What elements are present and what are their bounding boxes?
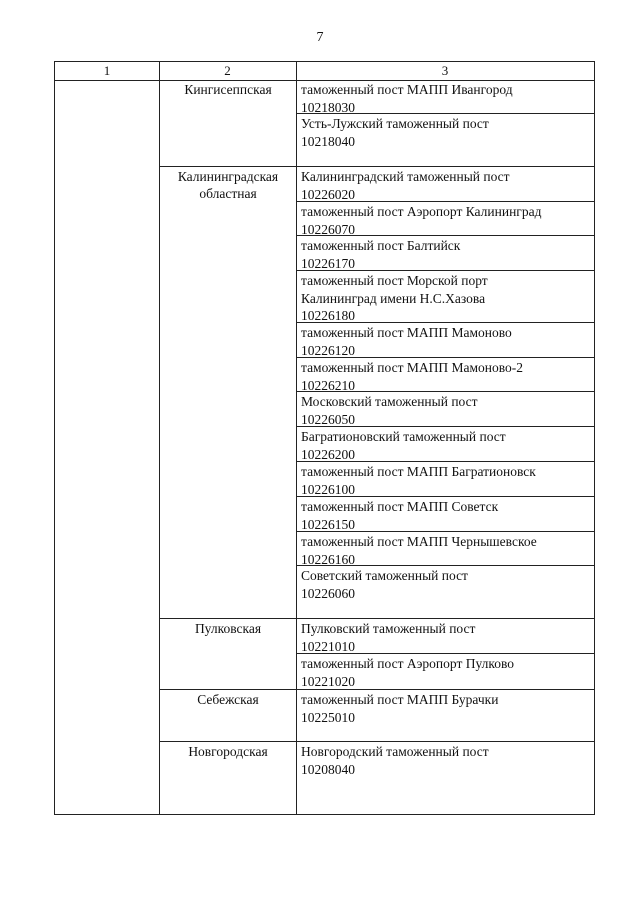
region-divider	[159, 618, 594, 619]
post-divider	[296, 235, 594, 236]
customs-post	[301, 691, 593, 726]
post-divider	[296, 531, 594, 532]
post-divider	[296, 565, 594, 566]
customs-post-name: Советский таможенный пост	[301, 568, 468, 583]
page-number: 7	[316, 30, 324, 45]
region-name-line: Кингисеппская	[184, 82, 272, 97]
customs-post-name: Новгородский таможенный пост	[301, 744, 489, 759]
region-name-line: Новгородская	[188, 744, 268, 759]
region-name-line: областная	[199, 186, 257, 201]
customs-post	[301, 168, 593, 203]
post-divider	[296, 270, 594, 271]
header-col-1: 1	[103, 63, 111, 78]
header-col-3: 3	[441, 63, 449, 78]
customs-post-code: 10218040	[301, 133, 355, 149]
customs-post-name: таможенный пост МАПП Бурачки	[301, 692, 499, 707]
customs-post-code: 10221020	[301, 673, 355, 689]
customs-post	[301, 237, 593, 272]
customs-post	[301, 324, 593, 359]
customs-post-code: 10218030	[301, 99, 355, 115]
customs-post-name: таможенный пост МАПП Мамоново	[301, 325, 512, 340]
region-divider	[159, 689, 594, 690]
customs-post-name: Калининград имени Н.С.Хазова	[301, 290, 486, 306]
customs-post-code: 10208040	[301, 761, 355, 777]
customs-post-name: таможенный пост Морской порт	[301, 273, 488, 288]
region-divider	[159, 166, 594, 167]
customs-post-name: таможенный пост МАПП Багратионовск	[301, 464, 536, 479]
customs-post-code: 10226060	[301, 585, 355, 601]
customs-post	[301, 359, 593, 394]
customs-post-name: таможенный пост Аэропорт Калининград	[301, 204, 542, 219]
customs-post	[301, 203, 593, 238]
customs-post	[301, 81, 593, 116]
customs-post	[301, 272, 593, 325]
customs-post-name: Пулковский таможенный пост	[301, 621, 476, 636]
customs-post-name: таможенный пост МАПП Чернышевское	[301, 534, 537, 549]
region-divider	[159, 741, 594, 742]
customs-post	[301, 463, 593, 498]
region-name-line: Калининградская	[177, 169, 279, 184]
region-name	[159, 691, 297, 708]
post-divider	[296, 113, 594, 114]
customs-post-code: 10226150	[301, 516, 355, 532]
customs-post-name: таможенный пост Балтийск	[301, 238, 461, 253]
customs-post-name: таможенный пост Аэропорт Пулково	[301, 656, 515, 671]
region-name-line: Себежская	[197, 692, 259, 707]
customs-post	[301, 393, 593, 428]
customs-post	[301, 428, 593, 463]
customs-post-code: 10225010	[301, 709, 355, 725]
customs-posts-table	[54, 61, 595, 815]
customs-post-code: 10226020	[301, 186, 355, 202]
customs-post-name: Московский таможенный пост	[301, 394, 478, 409]
customs-post	[301, 533, 593, 568]
customs-post-code: 10226170	[301, 255, 355, 271]
post-divider	[296, 391, 594, 392]
customs-post-code: 10226180	[301, 308, 355, 323]
customs-post-code: 10226100	[301, 481, 355, 497]
customs-post-code: 10226210	[301, 377, 355, 393]
post-divider	[296, 496, 594, 497]
customs-post-code: 10221010	[301, 638, 355, 654]
region-name	[159, 168, 297, 202]
customs-post-code: 10226070	[301, 221, 355, 237]
customs-post	[301, 620, 593, 655]
post-divider	[296, 461, 594, 462]
customs-post-name: таможенный пост МАПП Советск	[301, 499, 499, 514]
customs-post-code: 10226120	[301, 342, 355, 358]
customs-post-name: Калининградский таможенный пост	[301, 169, 510, 184]
region-name	[159, 81, 297, 98]
region-name	[159, 620, 297, 637]
header-col-2: 2	[224, 63, 231, 78]
customs-post	[301, 567, 593, 602]
customs-post-name: таможенный пост МАПП Ивангород	[301, 82, 513, 97]
customs-post-name: Багратионовский таможенный пост	[301, 429, 506, 444]
customs-post	[301, 498, 593, 533]
customs-post-name: Усть-Лужский таможенный пост	[301, 116, 489, 131]
customs-post-code: 10226050	[301, 411, 355, 427]
customs-post-code: 10226160	[301, 551, 355, 567]
post-divider	[296, 357, 594, 358]
customs-post	[301, 743, 593, 778]
customs-post-code: 10226200	[301, 446, 355, 462]
region-name	[159, 743, 297, 760]
customs-post	[301, 115, 593, 150]
post-divider	[296, 426, 594, 427]
customs-post	[301, 655, 593, 690]
customs-post-name: таможенный пост МАПП Мамоново-2	[301, 360, 524, 375]
region-name-line: Пулковская	[194, 621, 262, 636]
post-divider	[296, 201, 594, 202]
post-divider	[296, 322, 594, 323]
post-divider	[296, 653, 594, 654]
